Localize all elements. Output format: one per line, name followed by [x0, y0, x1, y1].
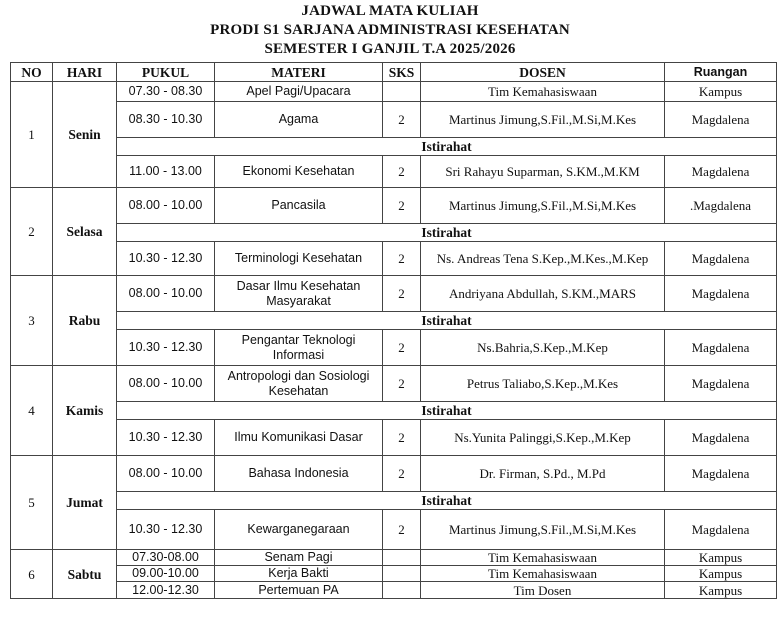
subject-cell: Ilmu Komunikasi Dasar [215, 420, 383, 456]
schedule-row [11, 102, 777, 138]
day-number: 3 [11, 276, 53, 366]
header-no: NO [11, 63, 53, 82]
subject-cell: Senam Pagi [215, 550, 383, 566]
day-name: Rabu [53, 276, 117, 366]
lecturer-cell: Tim Kemahasiswaan [421, 82, 665, 102]
break-row [11, 492, 777, 510]
lecturer-cell: Dr. Firman, S.Pd., M.Pd [421, 456, 665, 492]
break-label: Istirahat [117, 312, 777, 330]
sks-cell: 2 [383, 510, 421, 550]
title-line-3: SEMESTER I GANJIL T.A 2025/2026 [264, 41, 516, 57]
day-name: Kamis [53, 366, 117, 456]
schedule-row [11, 156, 777, 188]
header-sks: SKS [383, 63, 421, 82]
lecturer-cell: Ns.Yunita Palinggi,S.Kep.,M.Kep [421, 420, 665, 456]
subject-cell: Pertemuan PA [215, 582, 383, 599]
break-row [11, 402, 777, 420]
break-row [11, 224, 777, 242]
lecturer-cell: Tim Kemahasiswaan [421, 550, 665, 566]
document-title [0, 0, 780, 58]
day-number: 2 [11, 188, 53, 276]
header-subject: MATERI [215, 63, 383, 82]
break-row [11, 312, 777, 330]
time-cell: 08.30 - 10.30 [117, 102, 215, 138]
day-name: Sabtu [53, 550, 117, 599]
time-cell: 08.00 - 10.00 [117, 456, 215, 492]
room-cell: Kampus [665, 82, 777, 102]
day-number: 5 [11, 456, 53, 550]
room-cell: Kampus [665, 550, 777, 566]
break-label: Istirahat [117, 492, 777, 510]
sks-cell: 2 [383, 276, 421, 312]
lecturer-cell: Martinus Jimung,S.Fil.,M.Si,M.Kes [421, 510, 665, 550]
time-cell: 10.30 - 12.30 [117, 420, 215, 456]
day-number: 4 [11, 366, 53, 456]
break-label: Istirahat [117, 138, 777, 156]
schedule-row [11, 420, 777, 456]
room-cell: Kampus [665, 566, 777, 582]
subject-cell: Dasar Ilmu Kesehatan Masyarakat [215, 276, 383, 312]
schedule-row [11, 276, 777, 312]
header-lecturer: DOSEN [421, 63, 665, 82]
break-row [11, 138, 777, 156]
time-cell: 10.30 - 12.30 [117, 242, 215, 276]
sks-cell: 2 [383, 242, 421, 276]
lecturer-cell: Tim Kemahasiswaan [421, 566, 665, 582]
time-cell: 11.00 - 13.00 [117, 156, 215, 188]
title-line-1: JADWAL MATA KULIAH [301, 3, 479, 19]
lecturer-cell: Petrus Taliabo,S.Kep.,M.Kes [421, 366, 665, 402]
lecturer-cell: Ns.Bahria,S.Kep.,M.Kep [421, 330, 665, 366]
sks-cell [383, 566, 421, 582]
header-day: HARI [53, 63, 117, 82]
room-cell: Magdalena [665, 242, 777, 276]
day-number: 6 [11, 550, 53, 599]
schedule-row [11, 330, 777, 366]
time-cell: 08.00 - 10.00 [117, 188, 215, 224]
sks-cell: 2 [383, 420, 421, 456]
lecturer-cell: Tim Dosen [421, 582, 665, 599]
subject-cell: Kewarganegaraan [215, 510, 383, 550]
time-cell: 09.00-10.00 [117, 566, 215, 582]
subject-cell: Pengantar Teknologi Informasi [215, 330, 383, 366]
time-cell: 12.00-12.30 [117, 582, 215, 599]
lecturer-cell: Andriyana Abdullah, S.KM.,MARS [421, 276, 665, 312]
room-cell: Magdalena [665, 510, 777, 550]
header-row [11, 63, 777, 82]
sks-cell [383, 550, 421, 566]
sks-cell: 2 [383, 156, 421, 188]
schedule-row [11, 82, 777, 102]
day-number: 1 [11, 82, 53, 188]
lecturer-cell: Martinus Jimung,S.Fil.,M.Si,M.Kes [421, 188, 665, 224]
lecturer-cell: Martinus Jimung,S.Fil.,M.Si,M.Kes [421, 102, 665, 138]
time-cell: 07.30 - 08.30 [117, 82, 215, 102]
room-cell: Magdalena [665, 420, 777, 456]
schedule-row [11, 242, 777, 276]
header-time: PUKUL [117, 63, 215, 82]
time-cell: 10.30 - 12.30 [117, 510, 215, 550]
lecturer-cell: Ns. Andreas Tena S.Kep.,M.Kes.,M.Kep [421, 242, 665, 276]
schedule-row [11, 550, 777, 566]
title-line-2: PRODI S1 SARJANA ADMINISTRASI KESEHATAN [210, 22, 570, 38]
subject-cell: Kerja Bakti [215, 566, 383, 582]
subject-cell: Apel Pagi/Upacara [215, 82, 383, 102]
sks-cell: 2 [383, 456, 421, 492]
sks-cell: 2 [383, 330, 421, 366]
schedule-row [11, 366, 777, 402]
subject-cell: Agama [215, 102, 383, 138]
lecturer-cell: Sri Rahayu Suparman, S.KM.,M.KM [421, 156, 665, 188]
time-cell: 08.00 - 10.00 [117, 276, 215, 312]
sks-cell [383, 582, 421, 599]
sks-cell: 2 [383, 188, 421, 224]
schedule-row [11, 566, 777, 582]
break-label: Istirahat [117, 224, 777, 242]
time-cell: 10.30 - 12.30 [117, 330, 215, 366]
sks-cell: 2 [383, 102, 421, 138]
room-cell: Magdalena [665, 102, 777, 138]
subject-cell: Ekonomi Kesehatan [215, 156, 383, 188]
header-room: Ruangan [665, 63, 777, 82]
room-cell: .Magdalena [665, 188, 777, 224]
subject-cell: Antropologi dan Sosiologi Kesehatan [215, 366, 383, 402]
schedule-row [11, 456, 777, 492]
room-cell: Kampus [665, 582, 777, 599]
schedule-table [10, 62, 777, 599]
room-cell: Magdalena [665, 156, 777, 188]
schedule-row [11, 582, 777, 599]
room-cell: Magdalena [665, 330, 777, 366]
schedule-row [11, 510, 777, 550]
time-cell: 08.00 - 10.00 [117, 366, 215, 402]
subject-cell: Pancasila [215, 188, 383, 224]
schedule-row [11, 188, 777, 224]
room-cell: Magdalena [665, 366, 777, 402]
subject-cell: Terminologi Kesehatan [215, 242, 383, 276]
sks-cell: 2 [383, 366, 421, 402]
day-name: Jumat [53, 456, 117, 550]
subject-cell: Bahasa Indonesia [215, 456, 383, 492]
day-name: Senin [53, 82, 117, 188]
room-cell: Magdalena [665, 456, 777, 492]
break-label: Istirahat [117, 402, 777, 420]
time-cell: 07.30-08.00 [117, 550, 215, 566]
sks-cell [383, 82, 421, 102]
room-cell: Magdalena [665, 276, 777, 312]
day-name: Selasa [53, 188, 117, 276]
